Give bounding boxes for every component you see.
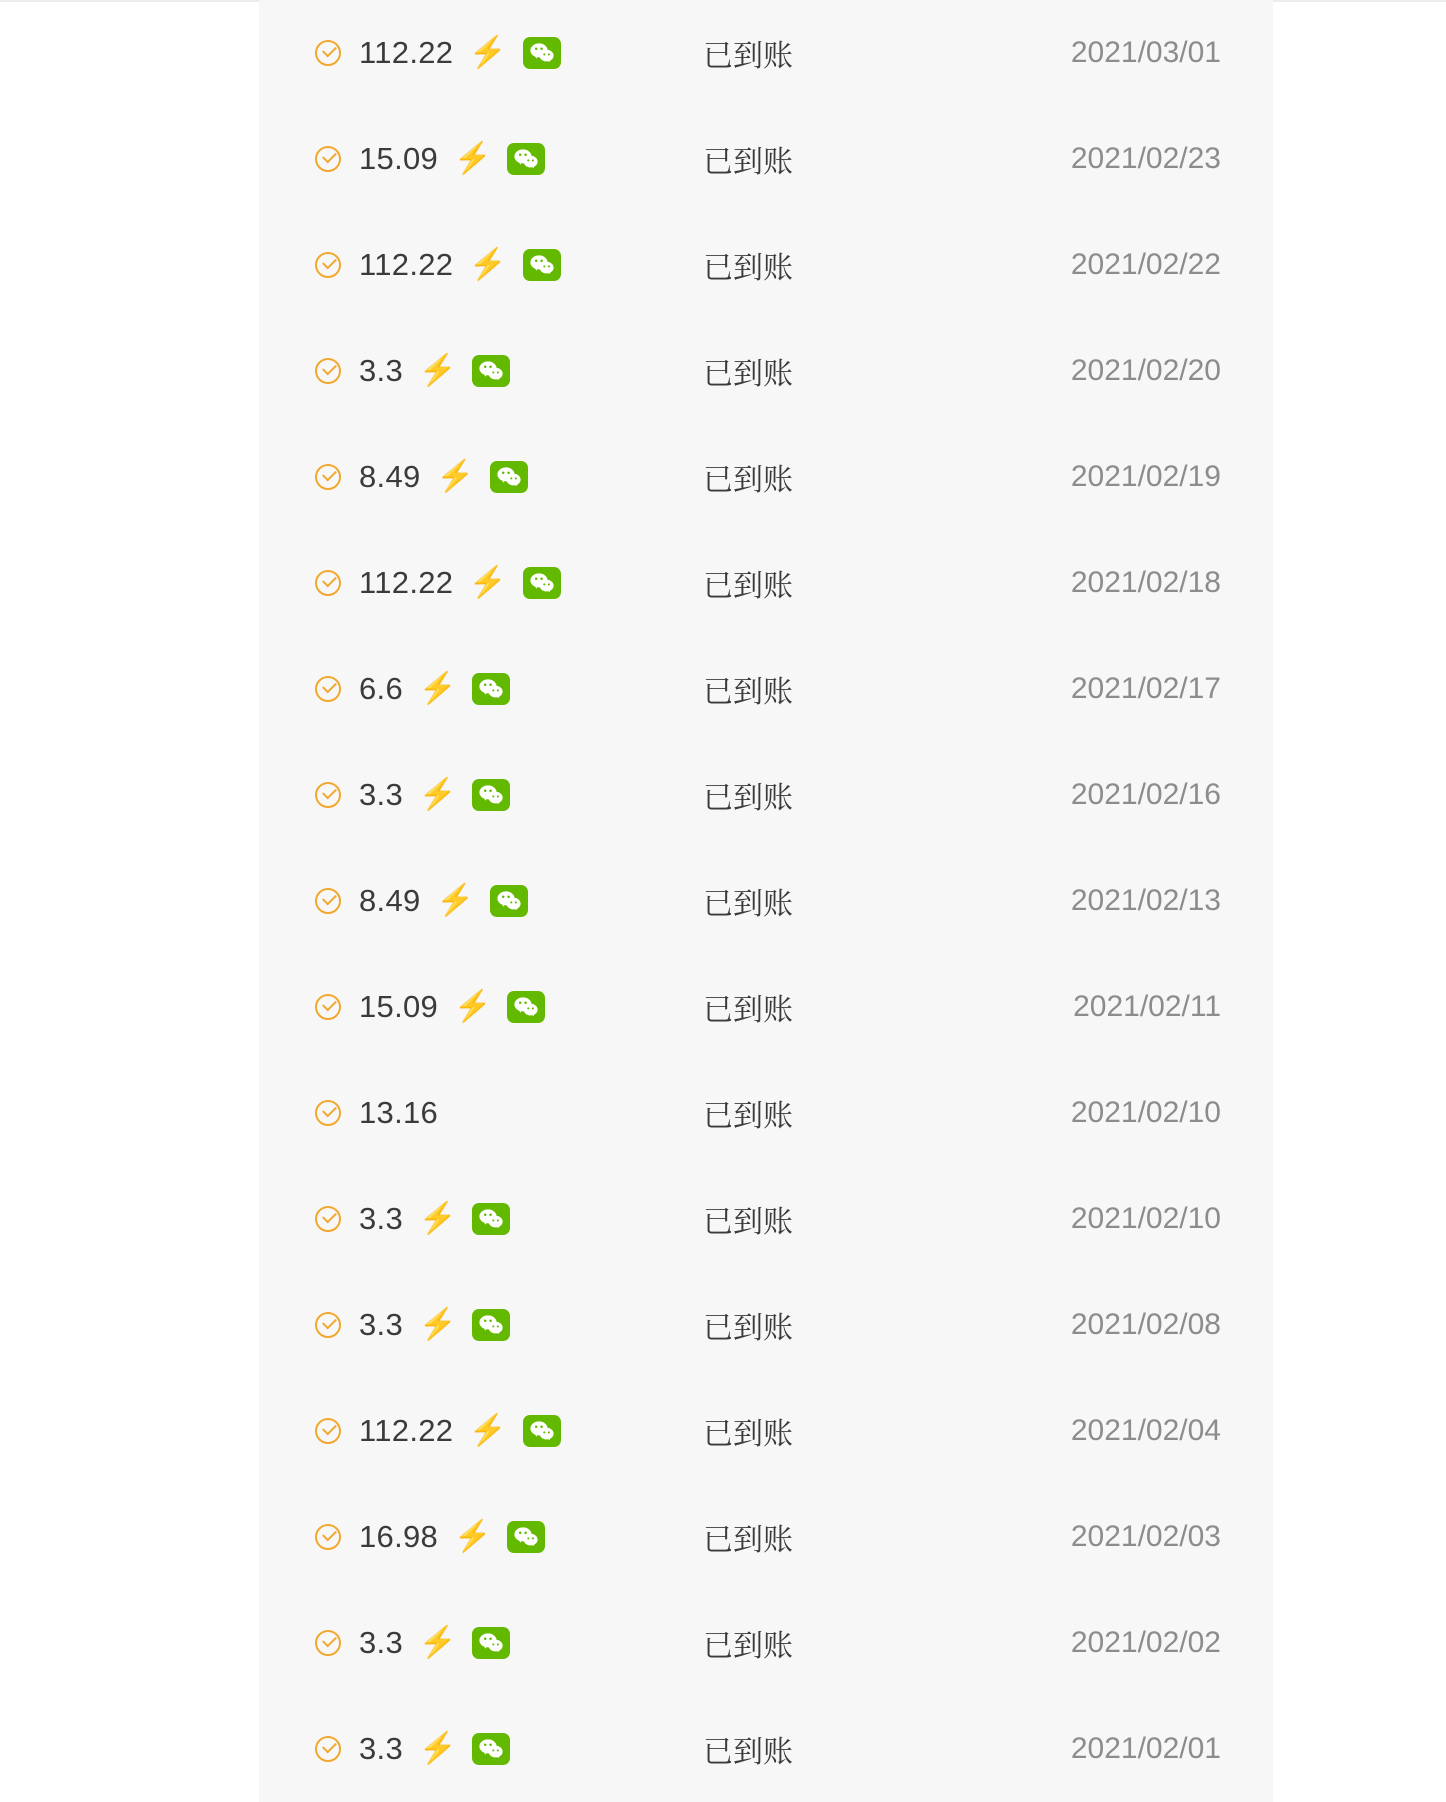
date-text: 2021/02/16 <box>1070 778 1221 811</box>
wechat-icon <box>523 249 561 281</box>
lightning-bolt-icon: ⚡ <box>469 36 507 69</box>
amount-cell <box>259 989 679 1025</box>
check-circle-icon <box>315 994 341 1020</box>
wechat-icon <box>507 1521 545 1553</box>
amount-cell <box>259 1731 679 1767</box>
amount-cell <box>259 459 679 495</box>
amount-value: 112.22 <box>359 247 454 282</box>
date-text: 2021/02/23 <box>1070 142 1221 175</box>
lightning-bolt-icon: ⚡ <box>419 1732 457 1765</box>
table-row[interactable] <box>259 636 1273 742</box>
lightning-bolt-icon: ⚡ <box>436 460 474 493</box>
amount-cell <box>259 35 679 71</box>
amount-cell <box>259 247 679 283</box>
lightning-bolt-icon: ⚡ <box>469 566 507 599</box>
date-text: 2021/02/11 <box>1073 990 1221 1023</box>
date-text: 2021/02/03 <box>1070 1520 1221 1553</box>
amount-cell <box>259 1307 679 1343</box>
table-row[interactable] <box>259 1484 1273 1590</box>
lightning-bolt-icon: ⚡ <box>419 1202 457 1235</box>
wechat-icon <box>472 1203 510 1235</box>
status-text: 已到账 <box>703 1418 793 1451</box>
table-row[interactable] <box>259 1166 1273 1272</box>
date-text: 2021/02/02 <box>1070 1626 1221 1659</box>
amount-value: 112.22 <box>359 1413 454 1448</box>
amount-value: 3.3 <box>359 1201 403 1236</box>
check-circle-icon <box>315 1206 341 1232</box>
status-text: 已到账 <box>703 40 793 73</box>
amount-cell <box>259 777 679 813</box>
lightning-bolt-icon: ⚡ <box>419 354 457 387</box>
wechat-icon <box>472 779 510 811</box>
amount-cell <box>259 883 679 919</box>
status-text: 已到账 <box>703 1100 793 1133</box>
status-text: 已到账 <box>703 676 793 709</box>
amount-cell <box>259 1095 679 1131</box>
table-row[interactable] <box>259 1272 1273 1378</box>
date-text: 2021/02/13 <box>1070 884 1221 917</box>
date-text: 2021/03/01 <box>1070 36 1221 69</box>
date-text: 2021/02/01 <box>1070 1732 1221 1765</box>
lightning-bolt-icon: ⚡ <box>419 778 457 811</box>
table-row[interactable] <box>259 1590 1273 1696</box>
status-text: 已到账 <box>703 1206 793 1239</box>
status-text: 已到账 <box>703 782 793 815</box>
check-circle-icon <box>315 146 341 172</box>
amount-value: 3.3 <box>359 1307 403 1342</box>
status-text: 已到账 <box>703 1630 793 1663</box>
amount-value: 15.09 <box>359 141 439 176</box>
check-circle-icon <box>315 888 341 914</box>
status-text: 已到账 <box>703 252 793 285</box>
table-row[interactable] <box>259 954 1273 1060</box>
wechat-icon <box>507 143 545 175</box>
wechat-icon <box>472 1627 510 1659</box>
lightning-bolt-icon: ⚡ <box>436 884 474 917</box>
wechat-icon <box>490 885 528 917</box>
table-row[interactable] <box>259 0 1273 106</box>
lightning-bolt-icon: ⚡ <box>469 1414 507 1447</box>
wechat-icon <box>490 461 528 493</box>
check-circle-icon <box>315 782 341 808</box>
amount-value: 3.3 <box>359 1731 403 1766</box>
amount-value: 8.49 <box>359 883 421 918</box>
check-circle-icon <box>315 1418 341 1444</box>
amount-cell <box>259 141 679 177</box>
wechat-icon <box>472 355 510 387</box>
check-circle-icon <box>315 1630 341 1656</box>
transaction-list <box>259 0 1273 1802</box>
wechat-icon <box>523 567 561 599</box>
lightning-bolt-icon: ⚡ <box>454 142 492 175</box>
status-text: 已到账 <box>703 994 793 1027</box>
status-text: 已到账 <box>703 1524 793 1557</box>
table-row[interactable] <box>259 212 1273 318</box>
amount-cell <box>259 1413 679 1449</box>
amount-cell <box>259 1201 679 1237</box>
wechat-icon <box>523 37 561 69</box>
date-text: 2021/02/17 <box>1070 672 1221 705</box>
date-text: 2021/02/22 <box>1070 248 1221 281</box>
check-circle-icon <box>315 1312 341 1338</box>
amount-value: 3.3 <box>359 777 403 812</box>
amount-value: 15.09 <box>359 989 439 1024</box>
amount-value: 112.22 <box>359 565 454 600</box>
check-circle-icon <box>315 570 341 596</box>
status-text: 已到账 <box>703 888 793 921</box>
date-text: 2021/02/19 <box>1070 460 1221 493</box>
date-text: 2021/02/10 <box>1070 1202 1221 1235</box>
check-circle-icon <box>315 464 341 490</box>
lightning-bolt-icon: ⚡ <box>419 1626 457 1659</box>
wechat-icon <box>472 673 510 705</box>
amount-value: 3.3 <box>359 1625 403 1660</box>
status-text: 已到账 <box>703 1312 793 1345</box>
check-circle-icon <box>315 1736 341 1762</box>
amount-cell <box>259 671 679 707</box>
table-row[interactable] <box>259 848 1273 954</box>
table-row[interactable] <box>259 424 1273 530</box>
lightning-bolt-icon: ⚡ <box>454 990 492 1023</box>
date-text: 2021/02/18 <box>1070 566 1221 599</box>
check-circle-icon <box>315 676 341 702</box>
date-text: 2021/02/20 <box>1070 354 1221 387</box>
table-row[interactable] <box>259 1378 1273 1484</box>
date-text: 2021/02/08 <box>1070 1308 1221 1341</box>
check-circle-icon <box>315 358 341 384</box>
wechat-icon <box>523 1415 561 1447</box>
amount-cell <box>259 1625 679 1661</box>
status-text: 已到账 <box>703 570 793 603</box>
amount-cell <box>259 1519 679 1555</box>
lightning-bolt-icon: ⚡ <box>454 1520 492 1553</box>
status-text: 已到账 <box>703 358 793 391</box>
wechat-icon <box>507 991 545 1023</box>
status-text: 已到账 <box>703 1736 793 1769</box>
lightning-bolt-icon: ⚡ <box>419 1308 457 1341</box>
wechat-icon <box>472 1733 510 1765</box>
amount-value: 3.3 <box>359 353 403 388</box>
amount-value: 6.6 <box>359 671 403 706</box>
lightning-bolt-icon: ⚡ <box>419 672 457 705</box>
date-text: 2021/02/10 <box>1070 1096 1221 1129</box>
check-circle-icon <box>315 252 341 278</box>
amount-value: 8.49 <box>359 459 421 494</box>
table-row[interactable] <box>259 1060 1273 1166</box>
table-row[interactable] <box>259 1696 1273 1802</box>
amount-cell <box>259 565 679 601</box>
status-text: 已到账 <box>703 464 793 497</box>
status-text: 已到账 <box>703 146 793 179</box>
check-circle-icon <box>315 1100 341 1126</box>
table-row[interactable] <box>259 106 1273 212</box>
page-right-margin <box>1273 0 1446 1748</box>
table-row[interactable] <box>259 530 1273 636</box>
amount-value: 13.16 <box>359 1095 439 1130</box>
lightning-bolt-icon: ⚡ <box>469 248 507 281</box>
check-circle-icon <box>315 40 341 66</box>
table-row[interactable] <box>259 742 1273 848</box>
table-row[interactable] <box>259 318 1273 424</box>
amount-value: 112.22 <box>359 35 454 70</box>
check-circle-icon <box>315 1524 341 1550</box>
amount-cell <box>259 353 679 389</box>
wechat-icon <box>472 1309 510 1341</box>
amount-value: 16.98 <box>359 1519 439 1554</box>
date-text: 2021/02/04 <box>1070 1414 1221 1447</box>
